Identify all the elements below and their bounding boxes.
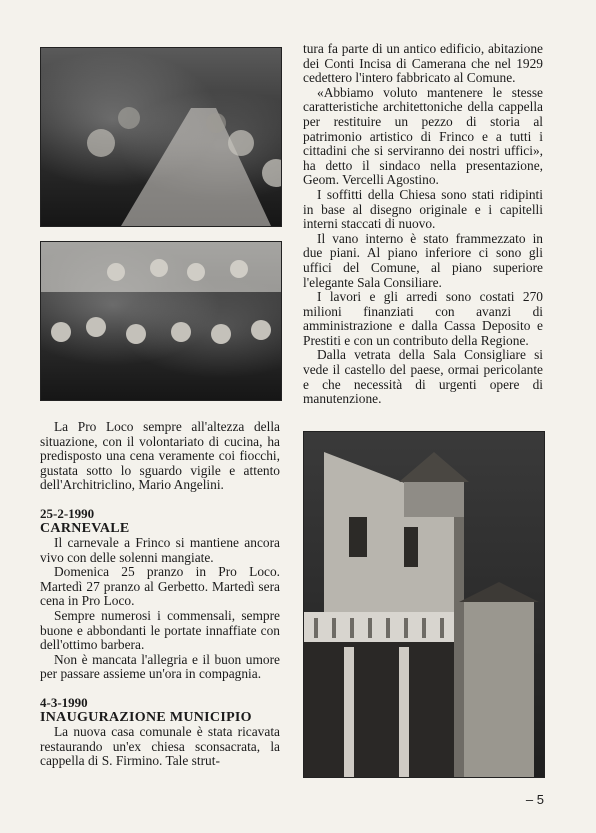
carnevale-paragraph: Non è mancata l'allegria e il buon umore per passare assieme un'ora in compagnia. bbox=[40, 651, 280, 682]
left-column bbox=[40, 420, 280, 769]
municipio-heading: INAUGURAZIONE MUNICIPIO bbox=[40, 709, 252, 725]
article-paragraph: tura fa parte di un antico edificio, abitazione dei Conti Incisa di Camerana che nel 1929 cedettero l'intero fabbricato al Comune. bbox=[303, 41, 543, 86]
municipio-building-photo bbox=[303, 431, 545, 778]
article-paragraph: I soffitti della Chiesa sono stati ridipinti in base al disegno originale e i capitelli interni staccati di nuovo. bbox=[303, 186, 543, 232]
carnevale-date: 25-2-1990 bbox=[40, 505, 95, 521]
municipio-paragraph: La nuova casa comunale è stata ricavata restaurando un'ex chiesa sconsacrata, la cappella di S. Firmino. Tale strut- bbox=[40, 723, 280, 769]
carnevale-paragraph: Il carnevale a Frinco si mantiene ancora vivo con delle solenni mangiate. bbox=[40, 534, 280, 565]
article-paragraph: Dalla vetrata della Sala Consigliare si vede il castello del paese, ormai pericolante e che necessità di urgenti opere di manutenzione. bbox=[303, 347, 543, 407]
municipio-date: 4-3-1990 bbox=[40, 694, 88, 710]
dinner-photo bbox=[40, 47, 282, 227]
carnevale-heading: CARNEVALE bbox=[40, 520, 130, 536]
right-column bbox=[303, 42, 543, 407]
article-paragraph: Il vano interno è stato frammezzato in due piani. Al piano inferiore ci sono gli uffici del Comune, al piano superiore l'elegante Sala Consiliare. bbox=[303, 230, 543, 290]
group-photo bbox=[40, 241, 282, 401]
page-number: – 5 bbox=[525, 792, 544, 807]
carnevale-paragraph: Domenica 25 pranzo in Pro Loco. Martedì 27 pranzo al Gerbetto. Martedì sera cena in Pro Loco. bbox=[40, 564, 280, 609]
article-paragraph: I lavori e gli arredi sono costati 270 milioni finanziati con avanzi di amministrazione e dalla Cassa Deposito e Prestiti e con un contributo della Regione. bbox=[303, 289, 543, 348]
carnevale-paragraph: Sempre numerosi i commensali, sempre buone e abbondanti le portate innaffiate con dell'ottimo barbera. bbox=[40, 607, 280, 653]
article-paragraph: «Abbiamo voluto mantenere le stesse caratteristiche architettoniche della cappella per restituire un pezzo di storia al patrimonio artistico di Frinco e a tutti i cittadini che si serviranno dei nostri uffici», ha detto il sindaco nella presentazione, Geom. Vercelli Agostino. bbox=[303, 84, 543, 188]
pro-loco-paragraph: La Pro Loco sempre all'altezza della situazione, con il volontariato di cucina, ha predisposto una cena veramente coi fiocchi, gustata sotto lo sguardo vigile e attento dell'Architriclino, Mario Angelini. bbox=[40, 419, 280, 493]
